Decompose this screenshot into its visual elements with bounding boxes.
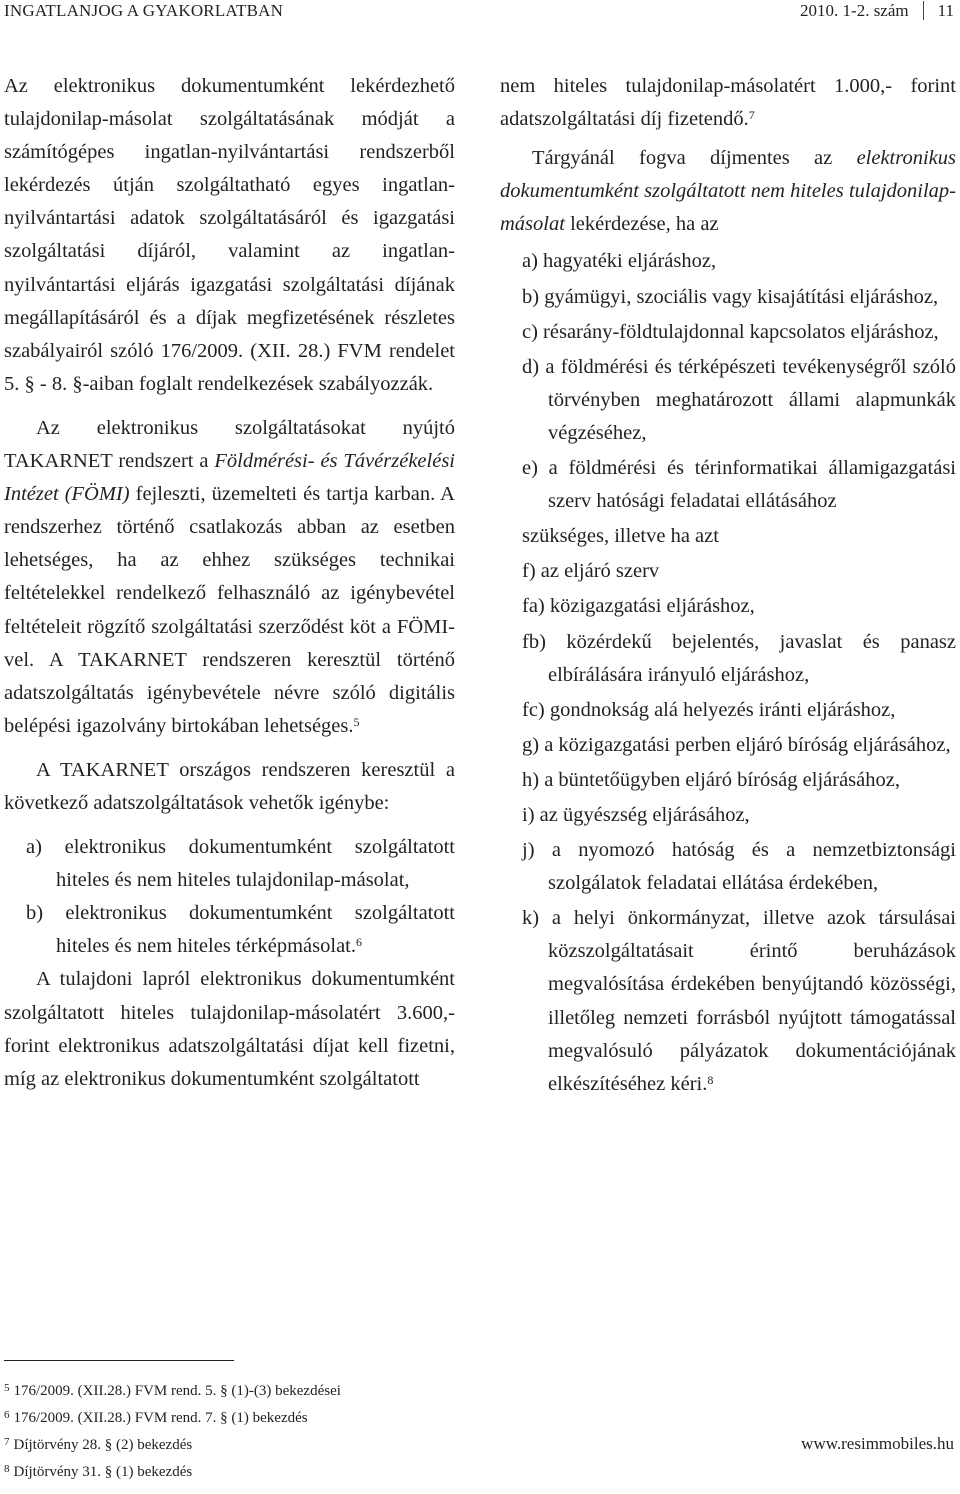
list-item: j) a nyomozó hatóság és a nemzetbiztonsági szolgálatok feladatai ellátása érdekében, — [522, 839, 956, 895]
footnote — [4, 1378, 341, 1405]
left-column — [4, 70, 455, 1096]
issue-number: 2010. 1-2. szám — [800, 1, 909, 20]
text-run: fejleszti, üzemelteti és tartja karban. A rendszerhez történő csatlakozás abban az esetben lehetséges, ha az ehhez szükséges technikai feltételekkel rendelkező felhasználó az igénybevétel feltételeit rögzítő szolgáltatási szerződést köt a FÖMI-vel. A TAKARNET rendszeren keresztül történő adatszolgáltatás igénybevétele névre szóló digitális belépési igazolvány birtokában lehetséges. — [4, 483, 455, 737]
issue-info — [800, 1, 954, 21]
footnote-number: 6 — [4, 1409, 10, 1421]
footnote — [4, 1405, 341, 1432]
footnote — [4, 1432, 341, 1459]
list-item-text: k) a helyi önkormányzat, illetve azok társulásai közszolgáltatásait érintő beruházások megvalósítása érdekében benyújtandó közösségi, illetőleg nemzeti forrásból nyújtott támogatással megvalósuló pályázatok dokumentációjának elkészítéséhez kéri. — [522, 907, 956, 1095]
list-item: i) az ügyészség eljárásához, — [522, 803, 750, 826]
list-item: e) a földmérési és térinformatikai államigazgatási szerv hatósági feladatai ellátásához — [522, 457, 956, 513]
footnote-text: 176/2009. (XII.28.) FVM rend. 7. § (1) bekezdés — [13, 1410, 308, 1426]
footnote-number: 5 — [4, 1382, 10, 1394]
list-item: fa) közigazgatási eljáráshoz, — [522, 595, 755, 618]
list-item: g) a közigazgatási perben eljáró bíróság eljárásához, — [522, 733, 951, 756]
list-item — [4, 897, 455, 963]
list-item — [500, 902, 956, 1101]
footnote-divider — [4, 1360, 234, 1361]
service-list — [4, 831, 455, 963]
footnote-ref: 8 — [707, 1072, 714, 1087]
paragraph — [500, 142, 956, 241]
right-column — [500, 70, 956, 1101]
footnote-ref: 5 — [353, 714, 360, 729]
footnote-text: 176/2009. (XII.28.) FVM rend. 5. § (1)-(3) bekezdései — [13, 1383, 341, 1399]
text-run: Tárgyánál fogva díjmentes az — [532, 147, 857, 170]
institute-name: Földmérési- és Távérzékelési Intézet (FÖMI) — [4, 450, 455, 506]
paragraph: Az elektronikus dokumentumként lekérdezhető tulajdonilap-másolat szolgáltatásának módját a számítógépes ingatlan-nyilvántartási rendszerből lekérdezés útján szolgáltatható egyes ingatlan-nyilvántartási adatok szolgáltatásáról és igazgatási szolgáltatási díjáról, valamint az ingatlan-nyilvántartási eljárás igazgatási szolgáltatási díjának megállapításáról és a díjak megfizetésének részletes szabályairól szóló 176/2009. (XII. 28.) FVM rendelet 5. § - 8. §-aiban foglalt rendelkezések szabályozzák. — [4, 75, 455, 395]
list-item: d) a földmérési és térképészeti tevékenységről szóló törvényben meghatározott állami alapmunkák végzéséhez, — [522, 355, 956, 444]
list-item — [4, 831, 455, 897]
footnote-ref: 6 — [356, 935, 363, 950]
list-item: szükséges, illetve ha azt — [522, 525, 719, 548]
footnote — [4, 1459, 341, 1486]
exemption-list — [500, 245, 956, 1100]
footnotes — [4, 1378, 341, 1486]
website-url: www.resimmobiles.hu — [801, 1434, 954, 1453]
text-run: nem hiteles tulajdonilap-másolatért 1.000,- forint adatszolgáltatási díj fizetendő. — [500, 75, 956, 131]
list-item: b) gyámügyi, szociális vagy kisajátítási eljáráshoz, — [522, 285, 939, 308]
list-item: h) a büntetőügyben eljáró bíróság eljárásához, — [522, 768, 900, 791]
page-number: 11 — [923, 1, 954, 20]
paragraph: A TAKARNET országos rendszeren keresztül a következő adatszolgáltatások vehetők igénybe: — [4, 758, 455, 814]
paragraph — [4, 412, 455, 743]
list-item: f) az eljáró szerv — [522, 560, 660, 583]
text-run: Az elektronikus szolgáltatásokat nyújtó TAKARNET rendszert a — [4, 416, 455, 473]
paragraph — [500, 70, 956, 136]
list-item-text: b) elektronikus dokumentumként szolgáltatott hiteles és nem hiteles térképmásolat. — [26, 902, 455, 958]
footnote-text: Díjtörvény 28. § (2) bekezdés — [13, 1437, 193, 1453]
list-item: c) résarány-földtulajdonnal kapcsolatos eljáráshoz, — [522, 320, 939, 343]
list-item: a) hagyatéki eljáráshoz, — [522, 250, 717, 273]
page-header — [0, 0, 960, 24]
paragraph: A tulajdoni lapról elektronikus dokumentumként szolgáltatott hiteles tulajdonilap-másolatért 3.600,- forint elektronikus adatszolgáltatási díjat kell fizetni, míg az elektronikus dokumentumként szolgáltatott — [4, 968, 455, 1090]
text-run: lekérdezése, ha az — [564, 213, 719, 236]
running-title: INGATLANJOG A GYAKORLATBAN — [4, 1, 284, 20]
footnote-text: Díjtörvény 31. § (1) bekezdés — [13, 1464, 193, 1480]
footnote-number: 8 — [4, 1463, 10, 1475]
list-item: fc) gondnokság alá helyezés iránti eljáráshoz, — [522, 698, 896, 721]
footnote-ref: 7 — [748, 108, 755, 123]
list-item: fb) közérdekű bejelentés, javaslat és panasz elbírálására irányuló eljáráshoz, — [522, 630, 956, 686]
emphasized-term: elektronikus dokumentumként szolgáltatott nem hiteles tulajdonilap-másolat — [500, 147, 956, 236]
footnote-number: 7 — [4, 1436, 10, 1448]
list-item-text: a) elektronikus dokumentumként szolgáltatott hiteles és nem hiteles tulajdonilap-másolat, — [26, 836, 455, 892]
